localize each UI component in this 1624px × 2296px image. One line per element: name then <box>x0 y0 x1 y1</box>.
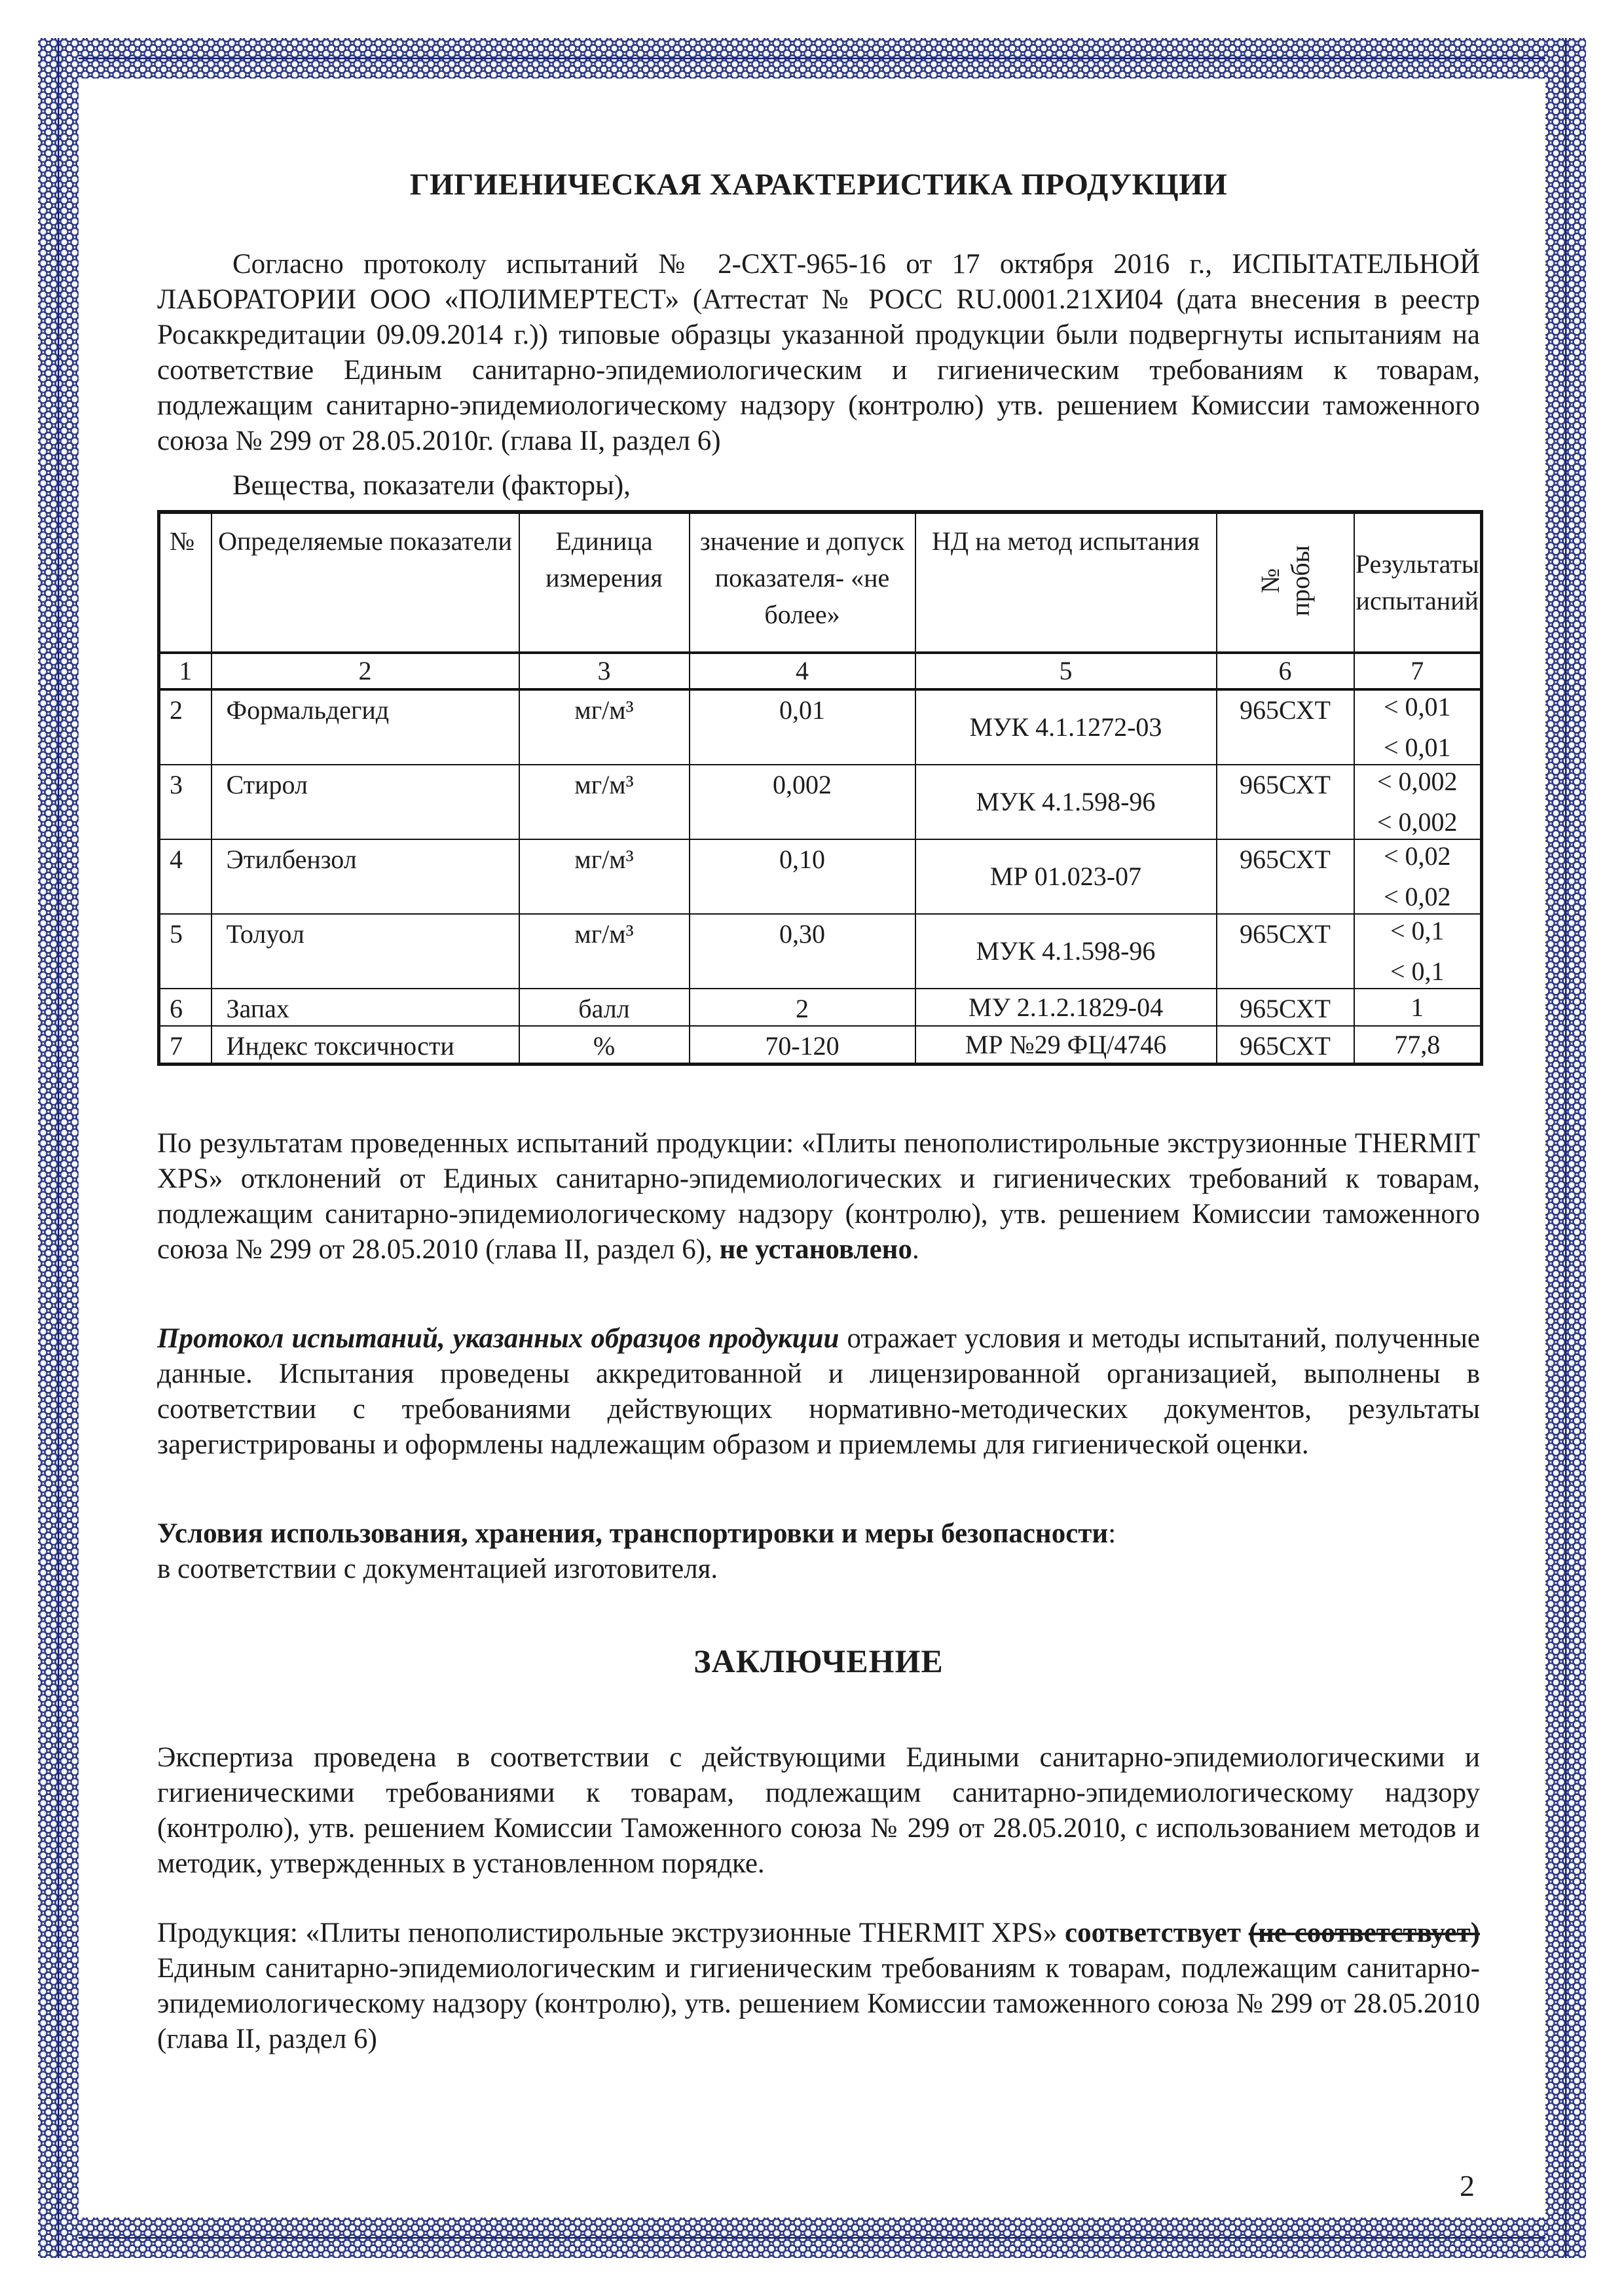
expertise-paragraph: Экспертиза проведена в соответствии с действующими Едиными санитарно-эпидемиологическими и гигиеническими требованиями к товарам, подлежащим санитарно-эпидемиологическому надзору (контролю), утв. решением Комиссии Таможенного союза № 299 от 28.05.2010, с использованием методов и методик, утвержденных в установленном порядке. <box>157 1742 1480 1879</box>
sample-cell: 965СХТ <box>1217 989 1354 1026</box>
indicator-cell: Формальдегид <box>212 689 519 765</box>
sample-cell: 965СХТ <box>1217 914 1354 989</box>
results-cell <box>1354 1026 1482 1065</box>
row-number-cell: 4 <box>159 839 212 914</box>
product-paragraph <box>157 1916 1480 2057</box>
guilloche-border-left <box>38 38 79 2258</box>
method-cell: МУК 4.1.598-96 <box>915 765 1217 839</box>
column-number: 7 <box>1354 653 1482 689</box>
protocol-paragraph <box>157 1321 1480 1463</box>
results-values <box>1356 915 1480 987</box>
column-number: 2 <box>212 653 519 689</box>
row-number-cell: 2 <box>159 689 212 765</box>
unit-cell: мг/м³ <box>519 914 690 989</box>
results-values <box>1356 841 1480 913</box>
header-unit: Единица измерения <box>519 512 690 653</box>
table-header-row <box>159 512 1482 653</box>
table-row <box>159 914 1482 989</box>
limit-cell: 0,30 <box>690 914 915 989</box>
conditions-colon: : <box>1108 1518 1116 1549</box>
column-number: 6 <box>1217 653 1354 689</box>
result-value: 1 <box>1411 992 1424 1022</box>
conditions-lead-line <box>157 1516 1480 1552</box>
indicator-cell: Стирол <box>212 765 519 839</box>
results-cell <box>1354 989 1482 1026</box>
table-row <box>159 989 1482 1026</box>
results-text: По результатам проведенных испытаний продукции: «Плиты пенополистирольные экструзионные THERMIT XPS» отклонений от Единых санитарно-эпидемиологических и гигиенических требований к товарам, подлежащим санитарно-эпидемиологическому надзору (контролю), утв. решением Комиссии таможенного союза № 299 от 28.05.2010 (глава II, раздел 6), <box>157 1128 1480 1265</box>
product-text: Единым санитарно-эпидемиологическим и гигиеническим требованиям к товарам, подлежащим санитарно-эпидемиологическому надзору (контролю), утв. решением Комиссии таможенного союза № 299 от 28.05.2010 (глава II, раздел 6) <box>157 1953 1480 2054</box>
table-caption: Вещества, показатели (факторы), <box>232 470 631 501</box>
conclusion-heading: ЗАКЛЮЧЕНИЕ <box>693 1643 944 1679</box>
table-body <box>159 689 1482 1065</box>
column-numbering-row <box>159 653 1482 689</box>
guilloche-border-right <box>1545 38 1586 2258</box>
result-value: < 0,002 <box>1376 807 1458 837</box>
indicator-cell: Толуол <box>212 914 519 989</box>
header-sample-rotated-label: № пробы <box>1255 545 1315 617</box>
header-limit: значение и допуск показателя- «не более» <box>690 512 915 653</box>
results-paragraph <box>157 1126 1480 1267</box>
results-table <box>157 510 1483 1066</box>
product-not-conforms-struck: (не соответствует) <box>1248 1918 1480 1948</box>
result-value: < 0,02 <box>1383 841 1451 871</box>
results-emphasis: не установлено <box>719 1234 912 1265</box>
indicator-cell: Индекс токсичности <box>212 1026 519 1065</box>
conditions-lead: Условия использования, хранения, транспортировки и меры безопасности <box>157 1518 1109 1549</box>
unit-cell: % <box>519 1026 690 1065</box>
document-content <box>157 85 1480 2057</box>
limit-cell: 0,01 <box>690 689 915 765</box>
result-value: 77,8 <box>1394 1029 1441 1059</box>
page-title: ГИГИЕНИЧЕСКАЯ ХАРАКТЕРИСТИКА ПРОДУКЦИИ <box>409 168 1228 202</box>
results-cell <box>1354 839 1482 914</box>
header-results: Результаты испытаний <box>1354 512 1482 653</box>
method-cell: МУ 2.1.2.1829-04 <box>915 989 1217 1026</box>
result-value: < 0,01 <box>1383 733 1451 762</box>
method-cell: МУК 4.1.1272-03 <box>915 689 1217 765</box>
table-row <box>159 839 1482 914</box>
limit-cell: 2 <box>690 989 915 1026</box>
results-cell <box>1354 689 1482 765</box>
limit-cell: 0,002 <box>690 765 915 839</box>
table-row <box>159 765 1482 839</box>
column-number: 1 <box>159 653 212 689</box>
method-cell: МУК 4.1.598-96 <box>915 914 1217 989</box>
row-number-cell: 3 <box>159 765 212 839</box>
sample-cell: 965СХТ <box>1217 689 1354 765</box>
indicator-cell: Этилбензол <box>212 839 519 914</box>
protocol-text: отражает условия и методы испытаний, полученные данные. Испытания проведены аккредитованной и лицензированной организацией, выполнены в соответствии с требованиями действующих нормативно-методических документов, результаты зарегистрированы и оформлены надлежащим образом и приемлемы для гигиенической оценки. <box>157 1323 1481 1460</box>
conditions-text: в соответствии с документацией изготовителя. <box>157 1554 718 1584</box>
guilloche-border-bottom <box>38 2217 1586 2258</box>
results-values <box>1356 992 1480 1023</box>
table-header <box>159 512 1482 689</box>
row-number-cell: 5 <box>159 914 212 989</box>
unit-cell: мг/м³ <box>519 839 690 914</box>
row-number-cell: 6 <box>159 989 212 1026</box>
result-value: < 0,1 <box>1390 916 1445 945</box>
results-period: . <box>912 1234 919 1265</box>
product-lead: Продукция: «Плиты пенополистирольные экструзионные THERMIT XPS» <box>157 1918 1065 1948</box>
guilloche-border-top <box>38 38 1586 79</box>
table-row <box>159 1026 1482 1065</box>
sample-cell: 965СХТ <box>1217 1026 1354 1065</box>
limit-cell: 70-120 <box>690 1026 915 1065</box>
result-value: < 0,002 <box>1376 767 1458 796</box>
result-value: < 0,1 <box>1390 957 1445 986</box>
product-conforms: соответствует <box>1065 1918 1249 1948</box>
header-number: № <box>159 512 212 653</box>
results-values <box>1356 691 1480 763</box>
results-values <box>1356 766 1480 838</box>
limit-cell: 0,10 <box>690 839 915 914</box>
unit-cell: мг/м³ <box>519 689 690 765</box>
method-cell: МР №29 ФЦ/4746 <box>915 1026 1217 1065</box>
sample-cell: 965СХТ <box>1217 839 1354 914</box>
column-number: 4 <box>690 653 915 689</box>
unit-cell: балл <box>519 989 690 1026</box>
result-value: < 0,01 <box>1383 692 1451 721</box>
sample-cell: 965СХТ <box>1217 765 1354 839</box>
column-number: 3 <box>519 653 690 689</box>
results-cell <box>1354 765 1482 839</box>
header-indicators: Определяемые показатели <box>212 512 519 653</box>
table-row <box>159 689 1482 765</box>
protocol-lead: Протокол испытаний, указанных образцов продукции <box>157 1323 840 1354</box>
results-values <box>1356 1029 1480 1061</box>
unit-cell: мг/м³ <box>519 765 690 839</box>
indicator-cell: Запах <box>212 989 519 1026</box>
row-number-cell: 7 <box>159 1026 212 1065</box>
method-cell: МР 01.023-07 <box>915 839 1217 914</box>
column-number: 5 <box>915 653 1217 689</box>
intro-paragraph: Согласно протоколу испытаний № 2-СХТ-965-16 от 17 октября 2016 г., ИСПЫТАТЕЛЬНОЙ ЛАБОРАТОРИИ ООО «ПОЛИМЕРТЕСТ» (Аттестат № РОСС RU.0001.21ХИ04 (дата внесения в реестр Росаккредитации 09.09.2014 г.)) типовые образцы указанной продукции были подвергнуты испытаниям на соответствие Единым санитарно-эпидемиологическим и гигиеническим требованиям к товарам, подлежащим санитарно-эпидемиологическому надзору (контролю) утв. решением Комиссии таможенного союза № 299 от 28.05.2010г. (глава II, раздел 6) <box>157 249 1480 456</box>
header-sample <box>1217 512 1354 653</box>
page-number: 2 <box>1460 2169 1475 2202</box>
header-method: НД на метод испытания <box>915 512 1217 653</box>
conditions-paragraph <box>157 1516 1480 1587</box>
result-value: < 0,02 <box>1383 882 1451 911</box>
results-cell <box>1354 914 1482 989</box>
